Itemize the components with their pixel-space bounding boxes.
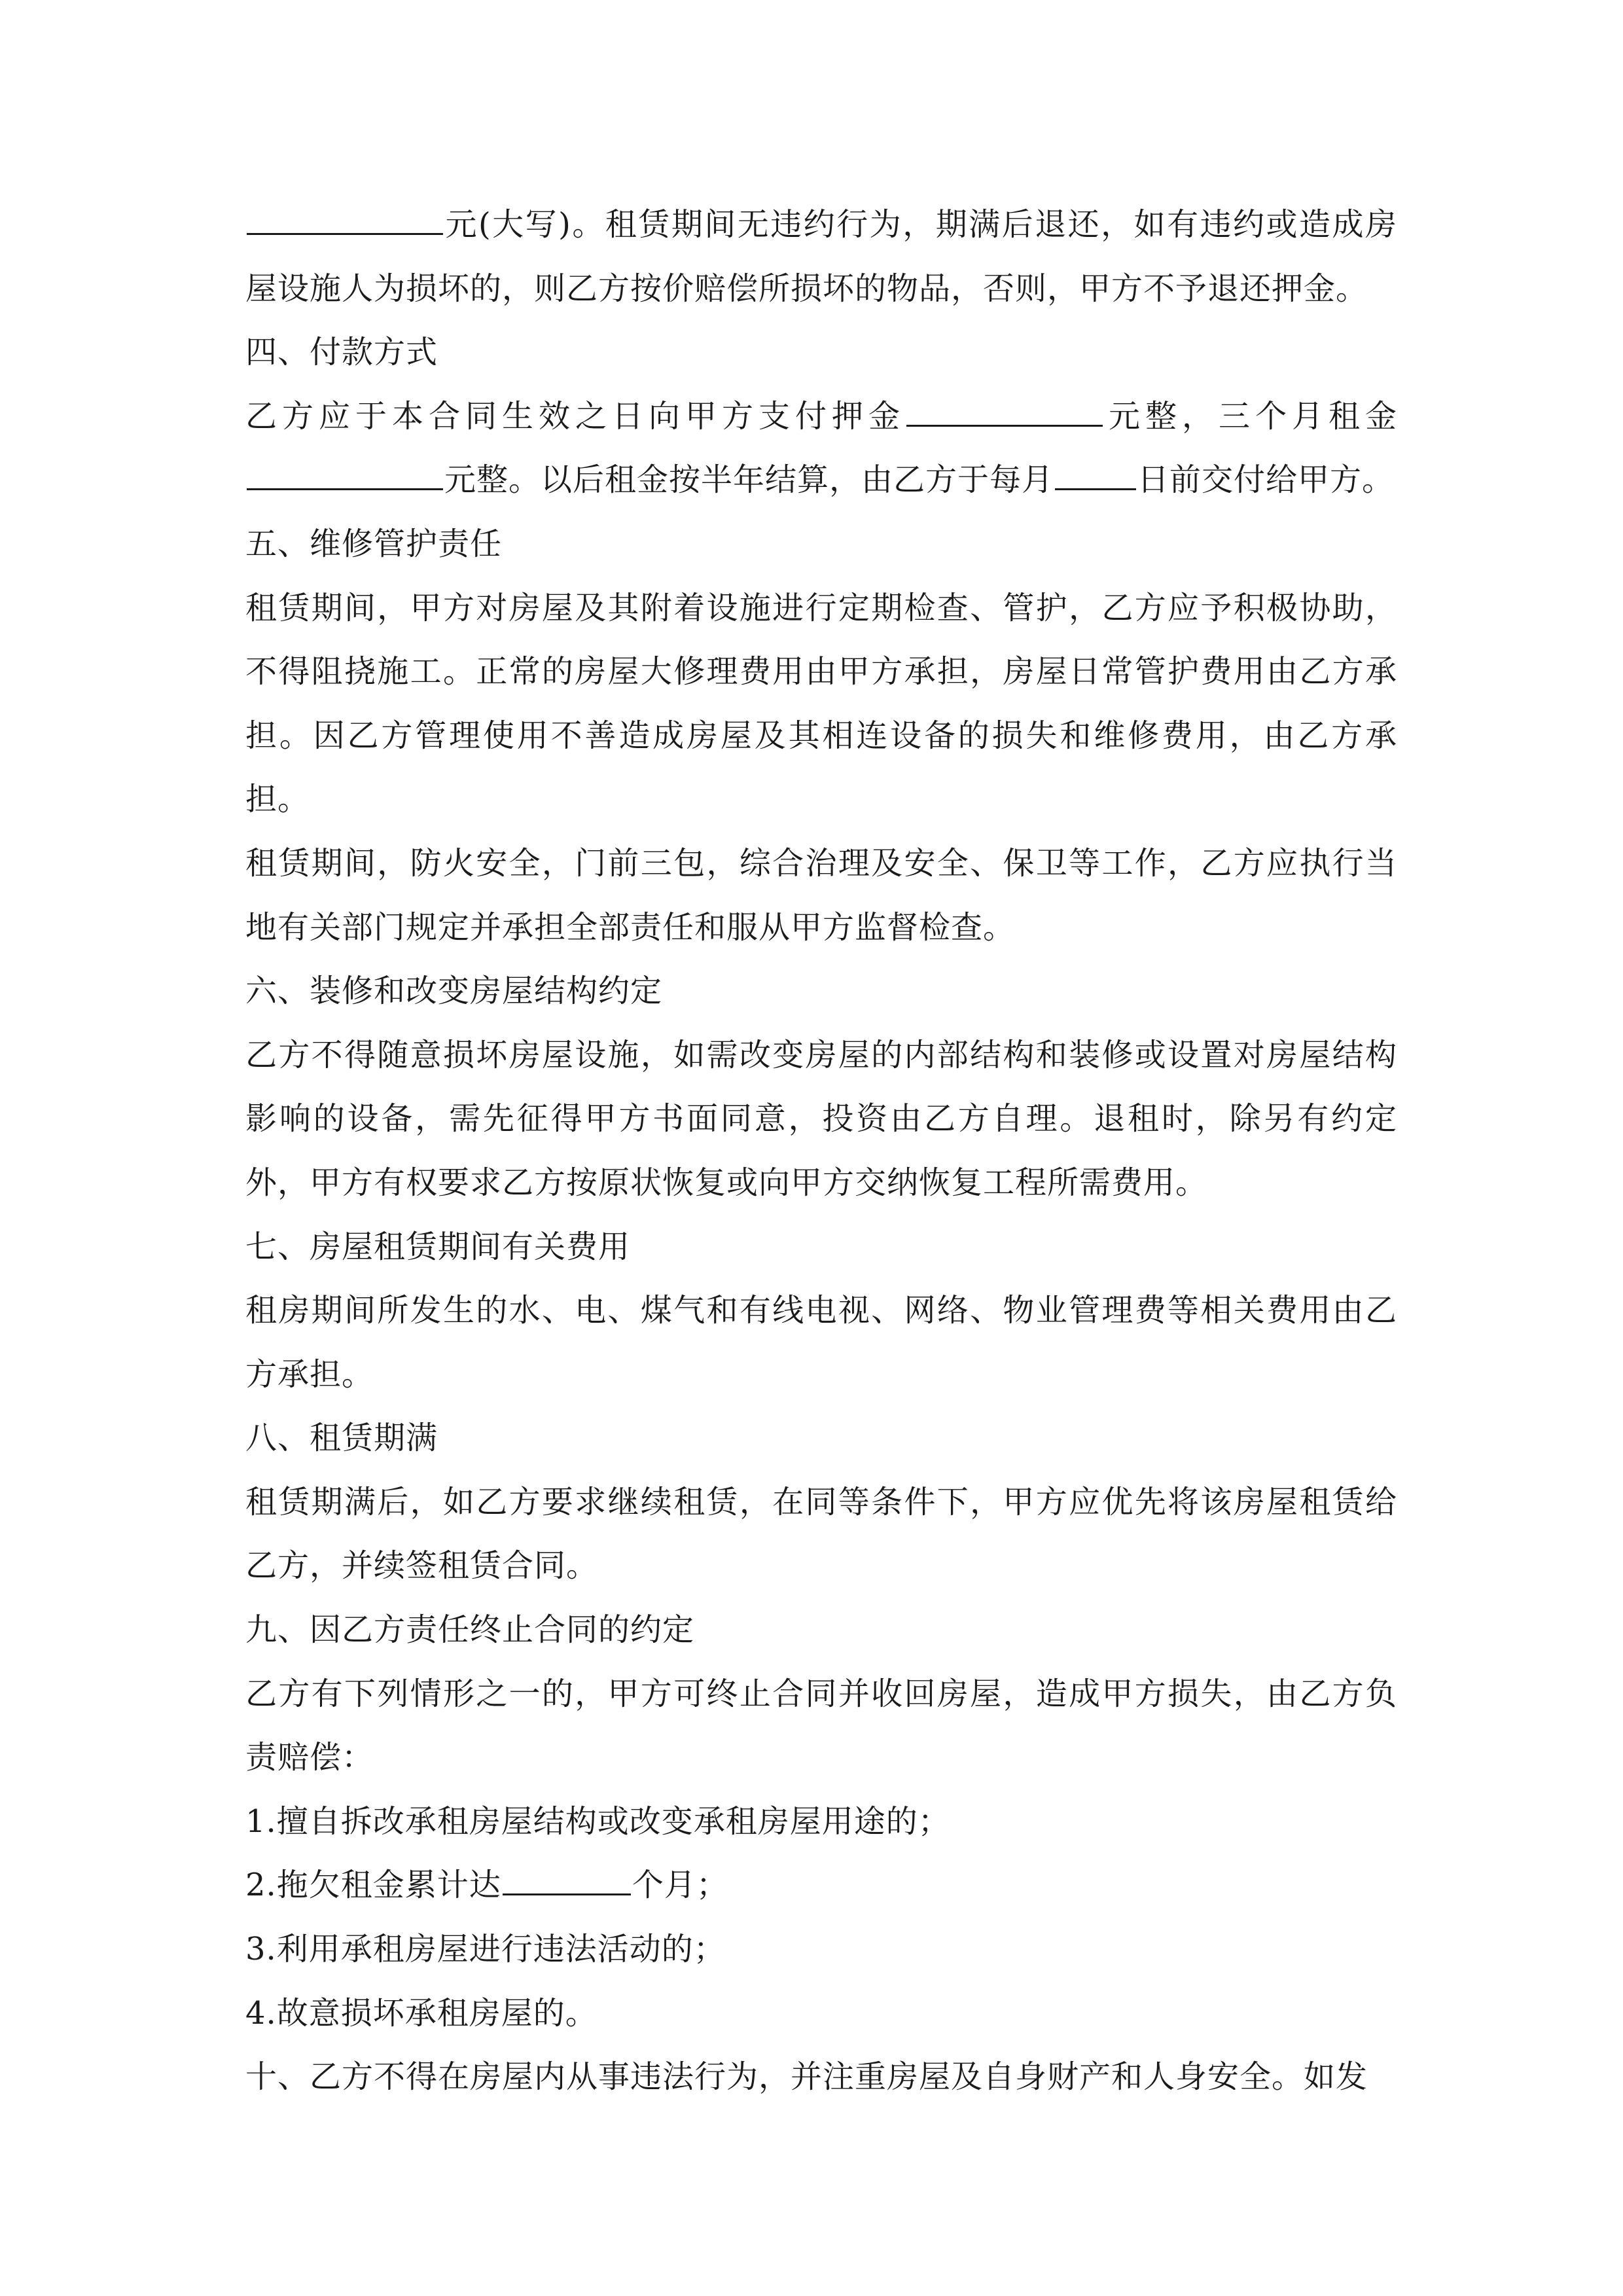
section-5-paragraph-1: 租赁期间，甲方对房屋及其附着设施进行定期检查、管护，乙方应予积极协助，不得阻挠施工。正常的房屋大修理费用由甲方承担，房屋日常管护费用由乙方承担。因乙方管理使用不善造成房屋及其相连设备的损失和维修费用，由乙方承担。 bbox=[245, 589, 1397, 818]
section-8-title: 八、租赁期满 bbox=[245, 1420, 438, 1457]
section-4-title: 四、付款方式 bbox=[245, 334, 438, 371]
section-5-title: 五、维修管护责任 bbox=[245, 525, 503, 562]
section-6-title: 六、装修和改变房屋结构约定 bbox=[245, 973, 663, 1010]
section-9-item-4: 4.故意损坏承租房屋的。 bbox=[245, 1994, 597, 2032]
section-6-paragraph: 乙方不得随意损坏房屋设施，如需改变房屋的内部结构和装修或设置对房屋结构影响的设备，需先征得甲方书面同意，投资由乙方自理。退租时，除另有约定外，甲方有权要求乙方按原状恢复或向甲方交纳恢复工程所需费用。 bbox=[245, 1036, 1397, 1201]
deposit-amount-blank[interactable] bbox=[247, 207, 443, 235]
section-9-item-1: 1.擅自拆改承租房屋结构或改变承租房屋用途的； bbox=[245, 1803, 950, 1840]
months-overdue-blank[interactable] bbox=[503, 1867, 631, 1895]
section-10-paragraph: 十、乙方不得在房屋内从事违法行为，并注重房屋及自身财产和人身安全。如发 bbox=[245, 2058, 1368, 2096]
payment-day-blank[interactable] bbox=[1055, 462, 1136, 490]
section-9-title: 九、因乙方责任终止合同的约定 bbox=[245, 1611, 695, 1649]
section-9-item-3: 3.利用承租房屋进行违法活动的； bbox=[245, 1931, 726, 1968]
deposit-clause-tail: 元(大写)。租赁期间无违约行为，期满后退还，如有违约或造成房屋设施人为损坏的，则乙方按价赔偿所损坏的物品，否则，甲方不予退还押金。 bbox=[245, 206, 1397, 307]
section-7-paragraph: 租房期间所发生的水、电、煤气和有线电视、网络、物业管理费等相关费用由乙方承担。 bbox=[245, 1292, 1397, 1393]
section-9-item-2: 2.拖欠租金累计达 个月； bbox=[245, 1867, 728, 1904]
contract-body bbox=[245, 193, 1397, 2109]
section-5-paragraph-2: 租赁期间，防火安全，门前三包，综合治理及安全、保卫等工作，乙方应执行当地有关部门规定并承担全部责任和服从甲方监督检查。 bbox=[245, 844, 1397, 946]
section-9-paragraph: 乙方有下列情形之一的，甲方可终止合同并收回房屋，造成甲方损失，由乙方负责赔偿： bbox=[245, 1675, 1397, 1776]
section-4-payment-paragraph: 乙方应于本合同生效之日向甲方支付押金 元整，三个月租金元整。以后租金按半年结算，由乙方于每月 日前交付给甲方。 bbox=[245, 397, 1397, 499]
section-7-title: 七、房屋租赁期间有关费用 bbox=[245, 1228, 631, 1265]
section-8-paragraph: 租赁期满后，如乙方要求继续租赁，在同等条件下，甲方应优先将该房屋租赁给乙方，并续签租赁合同。 bbox=[245, 1483, 1397, 1585]
three-month-rent-blank[interactable] bbox=[247, 462, 443, 490]
deposit-blank[interactable] bbox=[906, 399, 1103, 427]
